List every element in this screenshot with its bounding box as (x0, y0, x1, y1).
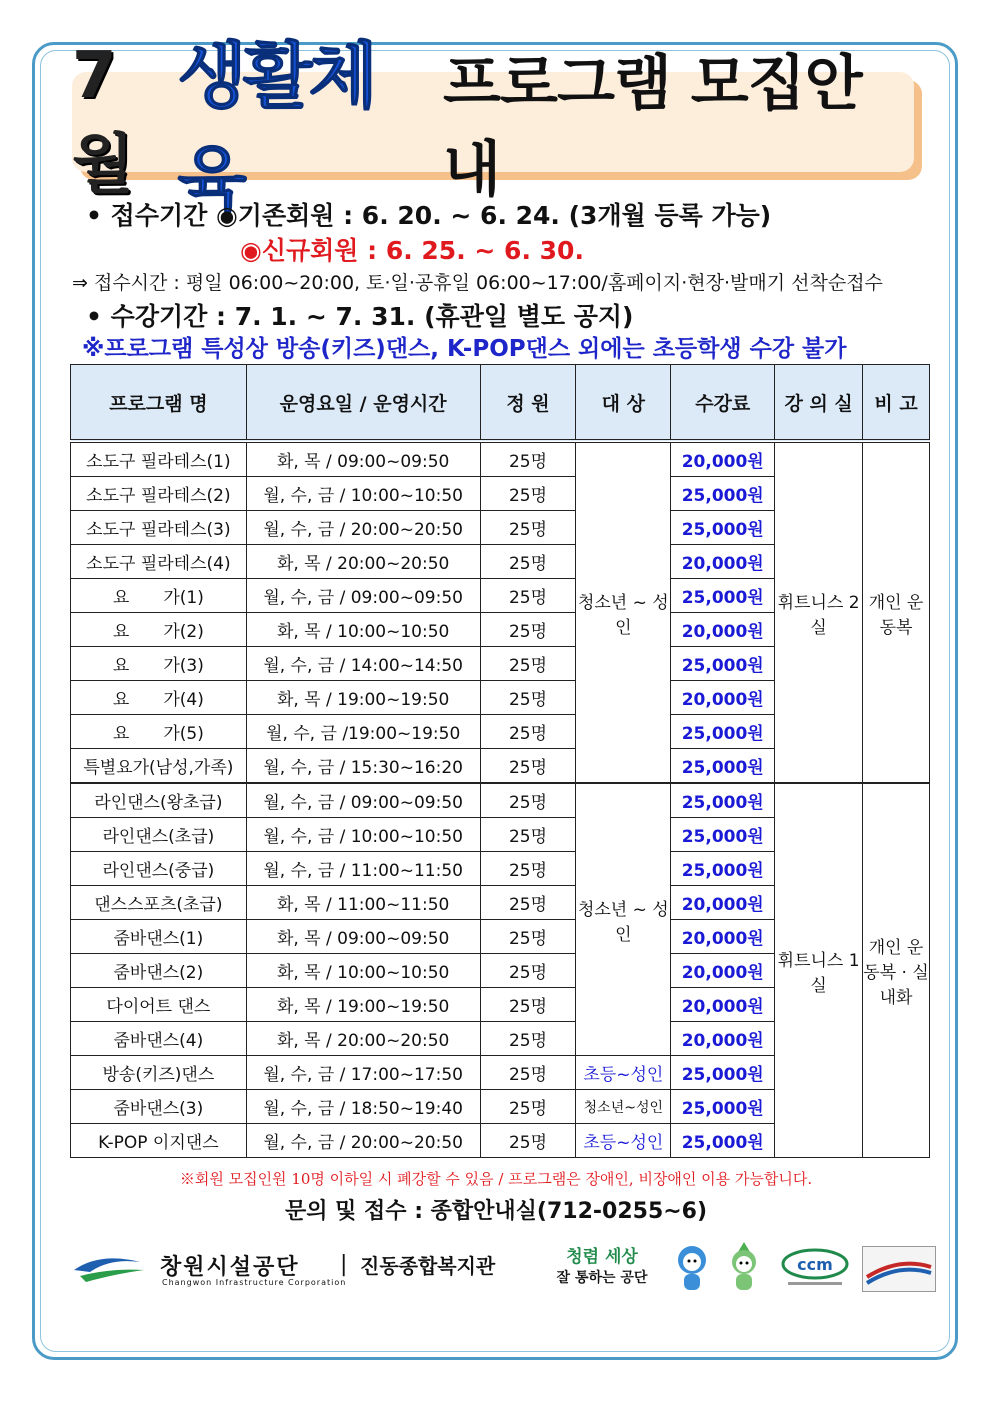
capacity: 25명 (480, 852, 576, 886)
room: 휘트니스 1실 (775, 783, 863, 1158)
fee: 25,000원 (671, 1090, 775, 1124)
capacity: 25명 (480, 1090, 576, 1124)
schedule: 월, 수, 금 / 15:30~16:20 (246, 749, 480, 784)
program-name: 라인댄스(왕초급) (71, 783, 247, 818)
fee: 20,000원 (671, 681, 775, 715)
fee: 20,000원 (671, 954, 775, 988)
mascot-green-icon (720, 1240, 768, 1296)
schedule: 화, 목 / 10:00~10:50 (246, 954, 480, 988)
header-target: 대 상 (576, 365, 671, 442)
fee: 25,000원 (671, 818, 775, 852)
fee: 20,000원 (671, 886, 775, 920)
fee: 25,000원 (671, 783, 775, 818)
fee: 25,000원 (671, 477, 775, 511)
capacity: 25명 (480, 545, 576, 579)
target-group: 초등~성인 (576, 1056, 671, 1090)
fee: 25,000원 (671, 1124, 775, 1158)
branch-name: 진동종합복지관 (360, 1254, 496, 1278)
title-month: 7월 (72, 39, 131, 202)
org-name: 창원시설공단 (160, 1255, 300, 1280)
fee: 20,000원 (671, 988, 775, 1022)
fee: 20,000원 (671, 613, 775, 647)
program-name: 요 가(2) (71, 613, 247, 647)
program-name: 방송(키즈)댄스 (71, 1056, 247, 1090)
program-name: 줌바댄스(2) (71, 954, 247, 988)
course-period: • 수강기간 : 7. 1. ~ 7. 31. (휴관일 별도 공지) (86, 302, 634, 331)
registration-period-existing: • 접수기간 ◉기존회원 : 6. 20. ~ 6. 24. (3개월 등록 가능) (86, 201, 772, 230)
target-group: 청소년~성인 (576, 1090, 671, 1124)
fee: 25,000원 (671, 852, 775, 886)
program-name: 요 가(5) (71, 715, 247, 749)
fee: 20,000원 (671, 441, 775, 477)
mascot-blue-icon (668, 1240, 716, 1296)
title-rest: 프로그램 모집안내 (443, 49, 862, 205)
program-name: K-POP 이지댄스 (71, 1124, 247, 1158)
schedule: 화, 목 / 09:00~09:50 (246, 920, 480, 954)
header-schedule: 운영요일 / 운영시간 (246, 365, 480, 442)
slogan-logo (532, 1242, 672, 1298)
program-name: 줌바댄스(4) (71, 1022, 247, 1056)
program-table (70, 364, 930, 1158)
schedule: 월, 수, 금 / 10:00~10:50 (246, 818, 480, 852)
program-name: 특별요가(남성,가족) (71, 749, 247, 784)
fee: 25,000원 (671, 1056, 775, 1090)
capacity: 25명 (480, 477, 576, 511)
schedule: 화, 목 / 09:00~09:50 (246, 441, 480, 477)
program-name: 소도구 필라테스(4) (71, 545, 247, 579)
contact-info: 문의 및 접수 : 종합안내실(712-0255~6) (284, 1199, 708, 1224)
schedule: 월, 수, 금 / 10:00~10:50 (246, 477, 480, 511)
capacity: 25명 (480, 441, 576, 477)
program-name: 라인댄스(중급) (71, 852, 247, 886)
title-highlight: 생활체육 (177, 34, 375, 222)
room: 휘트니스 2실 (775, 441, 863, 783)
schedule: 월, 수, 금 / 09:00~09:50 (246, 579, 480, 613)
capacity: 25명 (480, 715, 576, 749)
schedule: 월, 수, 금 / 17:00~17:50 (246, 1056, 480, 1090)
capacity: 25명 (480, 613, 576, 647)
capacity: 25명 (480, 886, 576, 920)
cancellation-notice: ※회원 모집인원 10명 이하일 시 폐강할 수 있음 / 프로그램은 장애인, 비장애인 이용 가능합니다. (179, 1170, 813, 1188)
schedule: 화, 목 / 19:00~19:50 (246, 681, 480, 715)
table-row (71, 783, 930, 818)
header-capacity: 정 원 (480, 365, 576, 442)
program-name: 줌바댄스(3) (71, 1090, 247, 1124)
age-restriction-note: ※프로그램 특성상 방송(키즈)댄스, K-POP댄스 외에는 초등학생 수강 불가 (82, 336, 847, 362)
ccm-logo-icon (778, 1246, 852, 1290)
fee: 25,000원 (671, 647, 775, 681)
capacity: 25명 (480, 749, 576, 784)
schedule: 화, 목 / 11:00~11:50 (246, 886, 480, 920)
slogan-line2: 잘 통하는 공단 (556, 1270, 648, 1286)
schedule: 화, 목 / 20:00~20:50 (246, 545, 480, 579)
target-group: 초등~성인 (576, 1124, 671, 1158)
capacity: 25명 (480, 681, 576, 715)
schedule: 월, 수, 금 / 20:00~20:50 (246, 511, 480, 545)
footer-logos (70, 1240, 940, 1300)
capacity: 25명 (480, 988, 576, 1022)
program-name: 소도구 필라테스(2) (71, 477, 247, 511)
schedule: 월, 수, 금 / 18:50~19:40 (246, 1090, 480, 1124)
capacity: 25명 (480, 579, 576, 613)
org-name-en: Changwon Infrastructure Corporation (162, 1278, 347, 1287)
target-group: 청소년 ~ 성인 (576, 441, 671, 783)
schedule: 화, 목 / 10:00~10:50 (246, 613, 480, 647)
note: 개인 운동복 (863, 441, 930, 783)
changwon-logo-icon (70, 1248, 150, 1288)
header-program: 프로그램 명 (71, 365, 247, 442)
program-name: 다이어트 댄스 (71, 988, 247, 1022)
program-name: 소도구 필라테스(3) (71, 511, 247, 545)
schedule: 월, 수, 금 /19:00~19:50 (246, 715, 480, 749)
schedule: 월, 수, 금 / 11:00~11:50 (246, 852, 480, 886)
schedule: 월, 수, 금 / 20:00~20:50 (246, 1124, 480, 1158)
table-header-row (71, 365, 930, 442)
capacity: 25명 (480, 920, 576, 954)
table-row (71, 441, 930, 477)
header-fee: 수강료 (671, 365, 775, 442)
fee: 25,000원 (671, 511, 775, 545)
certification-emblem-icon (862, 1246, 936, 1292)
capacity: 25명 (480, 511, 576, 545)
capacity: 25명 (480, 1124, 576, 1158)
schedule: 월, 수, 금 / 14:00~14:50 (246, 647, 480, 681)
target-group: 청소년 ~ 성인 (576, 783, 671, 1056)
schedule: 화, 목 / 20:00~20:50 (246, 1022, 480, 1056)
schedule: 화, 목 / 19:00~19:50 (246, 988, 480, 1022)
fee: 25,000원 (671, 579, 775, 613)
logo-separator: | (340, 1252, 348, 1277)
fee: 20,000원 (671, 920, 775, 954)
program-name: 요 가(4) (71, 681, 247, 715)
capacity: 25명 (480, 954, 576, 988)
fee: 25,000원 (671, 749, 775, 784)
program-name: 줌바댄스(1) (71, 920, 247, 954)
header-room: 강 의 실 (775, 365, 863, 442)
capacity: 25명 (480, 818, 576, 852)
program-name: 요 가(3) (71, 647, 247, 681)
capacity: 25명 (480, 783, 576, 818)
registration-period-new: ◉신규회원 : 6. 25. ~ 6. 30. (240, 236, 584, 265)
capacity: 25명 (480, 647, 576, 681)
registration-hours: ⇒ 접수시간 : 평일 06:00~20:00, 토·일·공휴일 06:00~17:00/홈페이지·현장·발매기 선착순접수 (72, 272, 883, 294)
capacity: 25명 (480, 1022, 576, 1056)
program-name: 소도구 필라테스(1) (71, 441, 247, 477)
note: 개인 운동복 · 실내화 (863, 783, 930, 1158)
program-name: 라인댄스(초급) (71, 818, 247, 852)
fee: 20,000원 (671, 1022, 775, 1056)
header-note: 비 고 (863, 365, 930, 442)
fee: 20,000원 (671, 545, 775, 579)
program-name: 요 가(1) (71, 579, 247, 613)
slogan-line1: 청렴 세상 (566, 1247, 638, 1267)
program-name: 댄스스포츠(초급) (71, 886, 247, 920)
fee: 25,000원 (671, 715, 775, 749)
svg-text:ccm: ccm (797, 1255, 833, 1274)
capacity: 25명 (480, 1056, 576, 1090)
schedule: 월, 수, 금 / 09:00~09:50 (246, 783, 480, 818)
